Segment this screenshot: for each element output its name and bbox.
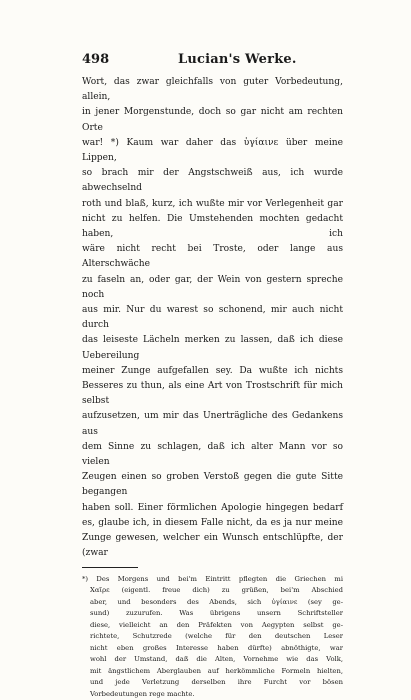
main-text	[82, 75, 343, 562]
text-line: zu faseln an, oder gar, der Wein von gestern spreche noch	[82, 273, 343, 303]
footnote-line: wohl der Umstand, daß die Alten, Vornehme wie das Volk,	[82, 654, 343, 666]
page-header	[82, 52, 343, 67]
text-line: Zeugen einen so groben Verstoß gegen die gute Sitte begangen	[82, 470, 343, 500]
text-line: Besseres zu thun, als eine Art von Trostschrift für mich selbst	[82, 379, 343, 409]
footnote-line: *) Des Morgens und bei'm Eintritt pflegten die Griechen mi	[82, 574, 343, 586]
text-line: Wort, das zwar gleichfalls von guter Vorbedeutung, allein,	[82, 75, 343, 105]
text-line: aufzusetzen, um mir das Unerträgliche des Gedankens aus	[82, 409, 343, 439]
footnote-line: und jede Verletzung derselben ihre Furcht vor bösen	[82, 677, 343, 689]
footnote-line: sund) zuzurufen. Was übrigens unsern Schriftsteller	[82, 608, 343, 620]
footnote-line: diese, vielleicht an den Präfekten von Aegypten selbst ge-	[82, 620, 343, 632]
text-line: aus mir. Nur du warest so schonend, mir auch nicht durch	[82, 303, 343, 333]
footnote-line: nicht eben großes Interesse haben dürfte) abnöthigte, war	[82, 643, 343, 655]
text-line: in jener Morgenstunde, doch so gar nicht am rechten Orte	[82, 105, 343, 135]
text-line: wäre nicht recht bei Troste, oder lange aus Alterschwäche	[82, 242, 343, 272]
footnote-divider	[82, 567, 138, 568]
page-number: 498	[82, 52, 130, 67]
footnote-line: Vorbedeutungen rege machte.	[82, 689, 343, 700]
text-line: es, glaube ich, in diesem Falle nicht, da es ja nur meine	[82, 516, 343, 531]
footnote-line: richtete, Schutzrede (welche für den deutschen Leser	[82, 631, 343, 643]
footnote-line: aber, und besonders des Abends, sich ὑγίαινε (sey ge-	[82, 597, 343, 609]
text-line: roth und blaß, kurz, ich wußte mir vor Verlegenheit gar	[82, 197, 343, 212]
text-line: Zunge gewesen, welcher ein Wunsch entschlüpfte, der (zwar	[82, 531, 343, 561]
text-line: dem Sinne zu schlagen, daß ich alter Mann vor so vielen	[82, 440, 343, 470]
text-line: so brach mir der Angstschweiß aus, ich wurde abwechselnd	[82, 166, 343, 196]
text-line: haben soll. Einer förmlichen Apologie hingegen bedarf	[82, 501, 343, 516]
running-head: Lucian's Werke.	[178, 52, 297, 67]
footnote-line: Χαῖρε (eigentl. freue dich) zu grüßen, bei'm Abschied	[82, 585, 343, 597]
footnote-line: mit ängstlichem Aberglauben auf herkömmliche Formeln hielten,	[82, 666, 343, 678]
text-line: meiner Zunge aufgefallen sey. Da wußte ich nichts	[82, 364, 343, 379]
text-line: das leiseste Lächeln merken zu lassen, daß ich diese Uebereilung	[82, 333, 343, 363]
text-line: war! *) Kaum war daher das ὑγίαινε über meine Lippen,	[82, 136, 343, 166]
footnote	[82, 574, 343, 700]
text-line: nicht zu helfen. Die Umstehenden mochten gedacht haben, ich	[82, 212, 343, 242]
